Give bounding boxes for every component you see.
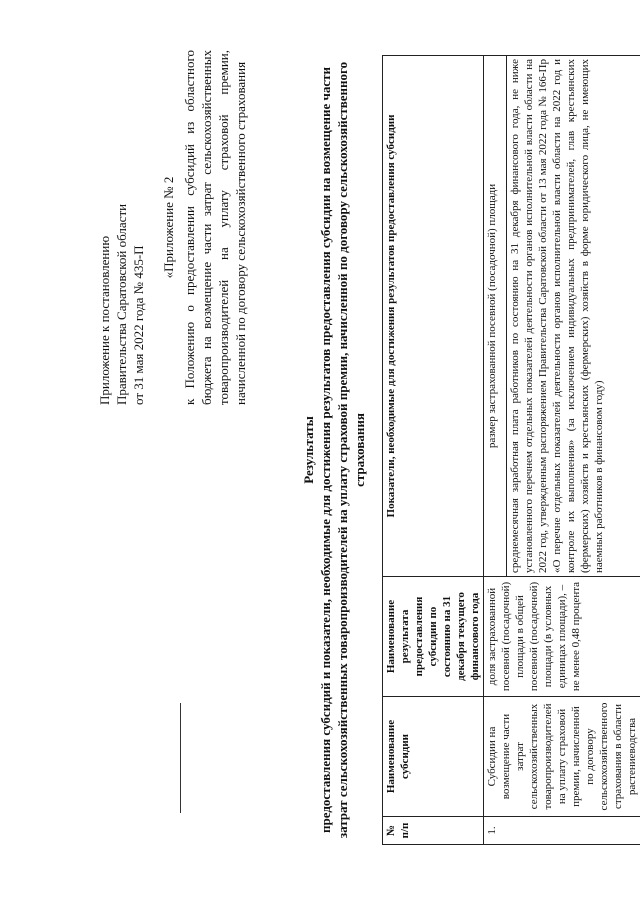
header-line: от 31 мая 2022 года № 435-П — [131, 245, 146, 405]
cell-subsidy: Субсидии на возмещение части затрат сельскохозяйственных товаропроизводителей на уплату страховой премии, начисленной по договору сельскохозяйственного страхования в области растениеводства — [484, 697, 640, 817]
table-row — [484, 56, 507, 845]
header-subsidy: Наименование субсидии — [383, 697, 484, 817]
header-result: Наименование результата предоставления субсидии по состоянию на 31 декабря текущего финансового года — [383, 577, 484, 697]
title-word: Результаты — [301, 416, 316, 484]
signature-line — [180, 703, 181, 813]
cell-indicator-1: размер застрахованной посевной (посадочной) площади — [484, 56, 507, 577]
appendix-title: «Приложение № 2 — [161, 176, 176, 279]
table-header-row — [383, 56, 484, 845]
appendix-text: к Положению о предоставлении субсидий из областного бюджета на возмещение части затрат сельскохозяйственных товаропроизводителей на уплату страховой премии, начисленной по договору сельскохозяйственного страхования — [182, 50, 248, 405]
header-line: Правительства Саратовской области — [114, 203, 129, 405]
header-line: Приложение к постановлению — [97, 235, 112, 405]
header-no: № п/п — [383, 817, 484, 845]
results-table — [382, 55, 640, 845]
document-title — [300, 55, 368, 845]
cell-indicator-2: среднемесячная заработная плата работников по состоянию на 31 декабря финансового года, не ниже установленного перечнем отдельных показателей деятельности органов исполнительной власти области на 2022 год, утвержденным распоряжением Правительства Саратовской области от 13 мая 2022 года № 166-Пр «О перечне отдельных показателей деятельности органов исполнительной власти области на 2022 год и контроле их выполнения» (за исключением индивидуальных предпринимателей, глав крестьянских (фермерских) хозяйств и крестьянских (фермерских) хозяйств в форме юридического лица, не имеющих наемных работников в финансовом году) — [506, 56, 640, 577]
header-indicators: Показатели, необходимые для достижения результатов предоставления субсидии — [383, 56, 484, 577]
cell-result: доля застрахованной посевной (посадочной) площади в общей посевной (посадочной) площади (в условных единицах площади), – не менее 0,48 процента — [484, 577, 640, 697]
title-text: предоставления субсидий и показатели, необходимые для достижения результатов предоставления субсидии на возмещение части затрат сельскохозяйственных товаропроизводителей на уплату страховой премии, начисленной по договору сельскохозяйственного страхования — [318, 61, 367, 839]
cell-no: 1. — [484, 817, 640, 845]
resolution-reference — [96, 65, 147, 405]
appendix-reference — [160, 50, 249, 405]
